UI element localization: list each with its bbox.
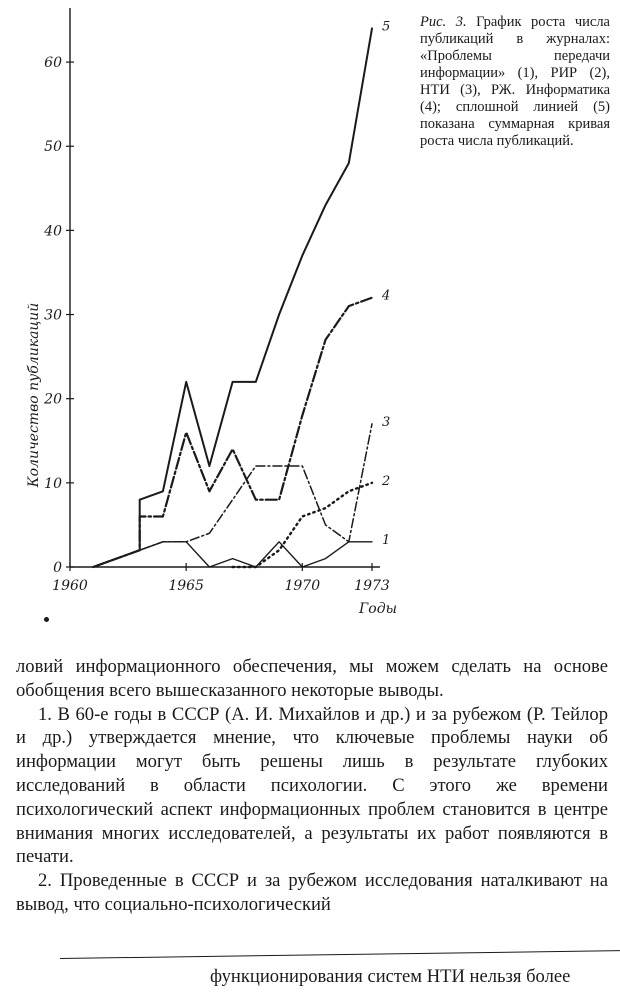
series-line-3 — [93, 424, 372, 567]
chart-series-labels — [381, 19, 390, 547]
x-tick-label: 1960 — [52, 578, 88, 594]
y-tick-label: 40 — [44, 223, 62, 240]
figure-caption-text: График роста числа публикаций в журналах: «Проблемы передачи информации» (1), РИР (2), НТИ (3), РЖ. Информатика (4); сплошной линией (5) показана суммарная кривая роста числа публикаций. — [420, 14, 610, 149]
y-tick-label: 60 — [44, 55, 62, 72]
paragraph-point-1: 1. В 60-е годы в СССР (А. И. Михайлов и др.) и за рубежом (Р. Тейлор и др.) утверждается мнение, что ключевые проблемы науки об информации могут быть решены лишь в результате глубоких исследований в области психологии. С этого же времени психологический аспект информационных проблем становится в центре внимания многих исследователей, а результаты их работ появляются в печати. — [16, 703, 608, 868]
figure-caption — [420, 14, 610, 150]
x-tick-label: 1970 — [284, 578, 321, 594]
stray-dot — [44, 617, 49, 622]
series-label-1: 1 — [382, 532, 391, 548]
series-label-2: 2 — [382, 473, 391, 489]
body-text — [16, 655, 608, 917]
y-tick-label: 10 — [44, 475, 62, 492]
x-tick-label: 1973 — [354, 578, 390, 594]
chart-ticks — [43, 55, 390, 594]
figure-label: Рис. 3. — [420, 14, 467, 30]
page-cut-line — [60, 950, 620, 959]
series-label-5: 5 — [382, 19, 391, 35]
series-label-4: 4 — [382, 288, 391, 304]
chart-series — [93, 28, 372, 567]
chart-axes — [70, 8, 380, 567]
paragraph-point-2: 2. Проведенные в СССР и за рубежом исследования наталкивают на вывод, что социально-психологический — [16, 870, 608, 915]
series-line-5 — [93, 28, 372, 567]
series-line-1 — [93, 542, 372, 567]
paragraph-continuation: ловий информационного обеспечения, мы можем сделать на основе обобщения всего вышесказанного некоторые выводы. — [16, 656, 608, 701]
series-line-4 — [93, 298, 372, 567]
y-tick-label: 20 — [44, 391, 62, 408]
y-tick-label: 30 — [44, 307, 62, 324]
y-axis-title: Количество публикаций — [26, 302, 42, 488]
y-tick-label: 0 — [53, 560, 62, 576]
x-axis-title: Годы — [359, 601, 397, 617]
y-tick-label: 50 — [44, 139, 62, 156]
series-label-3: 3 — [382, 414, 391, 430]
partial-cut-text: функционирования систем НТИ нельзя более — [210, 966, 571, 987]
x-tick-label: 1965 — [168, 578, 204, 594]
